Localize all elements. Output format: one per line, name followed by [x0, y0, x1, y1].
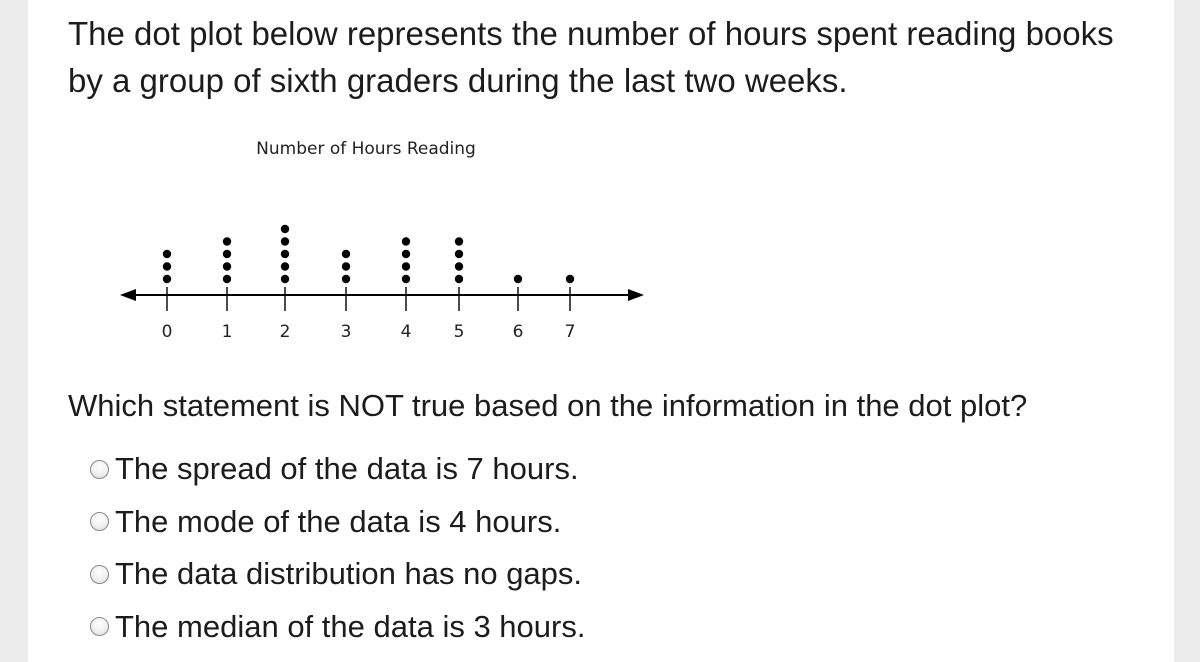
data-dot [163, 262, 171, 270]
data-dot [281, 237, 289, 245]
data-dot [455, 237, 463, 245]
data-dot [455, 275, 463, 283]
radio-button[interactable] [90, 565, 109, 584]
data-dot [402, 237, 410, 245]
tick-label: 6 [512, 322, 524, 342]
data-dot [281, 250, 289, 258]
radio-button[interactable] [90, 512, 109, 531]
data-dot [455, 250, 463, 258]
tick-label: 0 [161, 322, 173, 342]
answer-option-1[interactable] [90, 443, 585, 496]
data-dot [163, 250, 171, 258]
tick-label: 4 [400, 322, 412, 342]
answer-option-3[interactable] [90, 548, 585, 601]
answer-option-label: The data distribution has no gaps. [115, 556, 583, 592]
number-line [120, 287, 644, 311]
tick-label: 7 [564, 322, 576, 342]
data-dot [514, 275, 522, 283]
data-dot [281, 275, 289, 283]
chart-title: Number of Hours Reading [256, 139, 476, 159]
answer-option-2[interactable] [90, 496, 585, 549]
data-dot [342, 250, 350, 258]
radio-button[interactable] [90, 460, 109, 479]
dot-plot [28, 0, 1174, 380]
question-prompt: The dot plot below represents the number of hours spent reading books by a group of sixth graders during the last two weeks. [68, 15, 1114, 99]
data-dot [402, 250, 410, 258]
question-text: Which statement is NOT true based on the information in the dot plot? [68, 388, 1028, 423]
tick-labels [162, 322, 576, 342]
data-dot [402, 262, 410, 270]
answer-options [90, 443, 585, 653]
dot-columns [163, 225, 574, 283]
answer-option-label: The spread of the data is 7 hours. [115, 451, 579, 487]
tick-label: 3 [340, 322, 352, 342]
radio-button[interactable] [90, 617, 109, 636]
data-dot [163, 275, 171, 283]
answer-option-label: The mode of the data is 4 hours. [115, 503, 562, 539]
data-dot [402, 275, 410, 283]
tick-label: 5 [453, 322, 465, 342]
answer-option-label: The median of the data is 3 hours. [115, 608, 586, 644]
answer-option-4[interactable] [90, 601, 585, 654]
data-dot [455, 262, 463, 270]
data-dot [342, 262, 350, 270]
data-dot [281, 225, 289, 233]
question-page [28, 0, 1174, 662]
axis-arrow-right [628, 289, 644, 301]
data-dot [566, 275, 574, 283]
data-dot [223, 237, 231, 245]
data-dot [223, 262, 231, 270]
data-dot [342, 275, 350, 283]
data-dot [223, 250, 231, 258]
tick-label: 2 [279, 322, 291, 342]
data-dot [223, 275, 231, 283]
tick-label: 1 [221, 322, 233, 342]
data-dot [281, 262, 289, 270]
axis-arrow-left [120, 289, 136, 301]
